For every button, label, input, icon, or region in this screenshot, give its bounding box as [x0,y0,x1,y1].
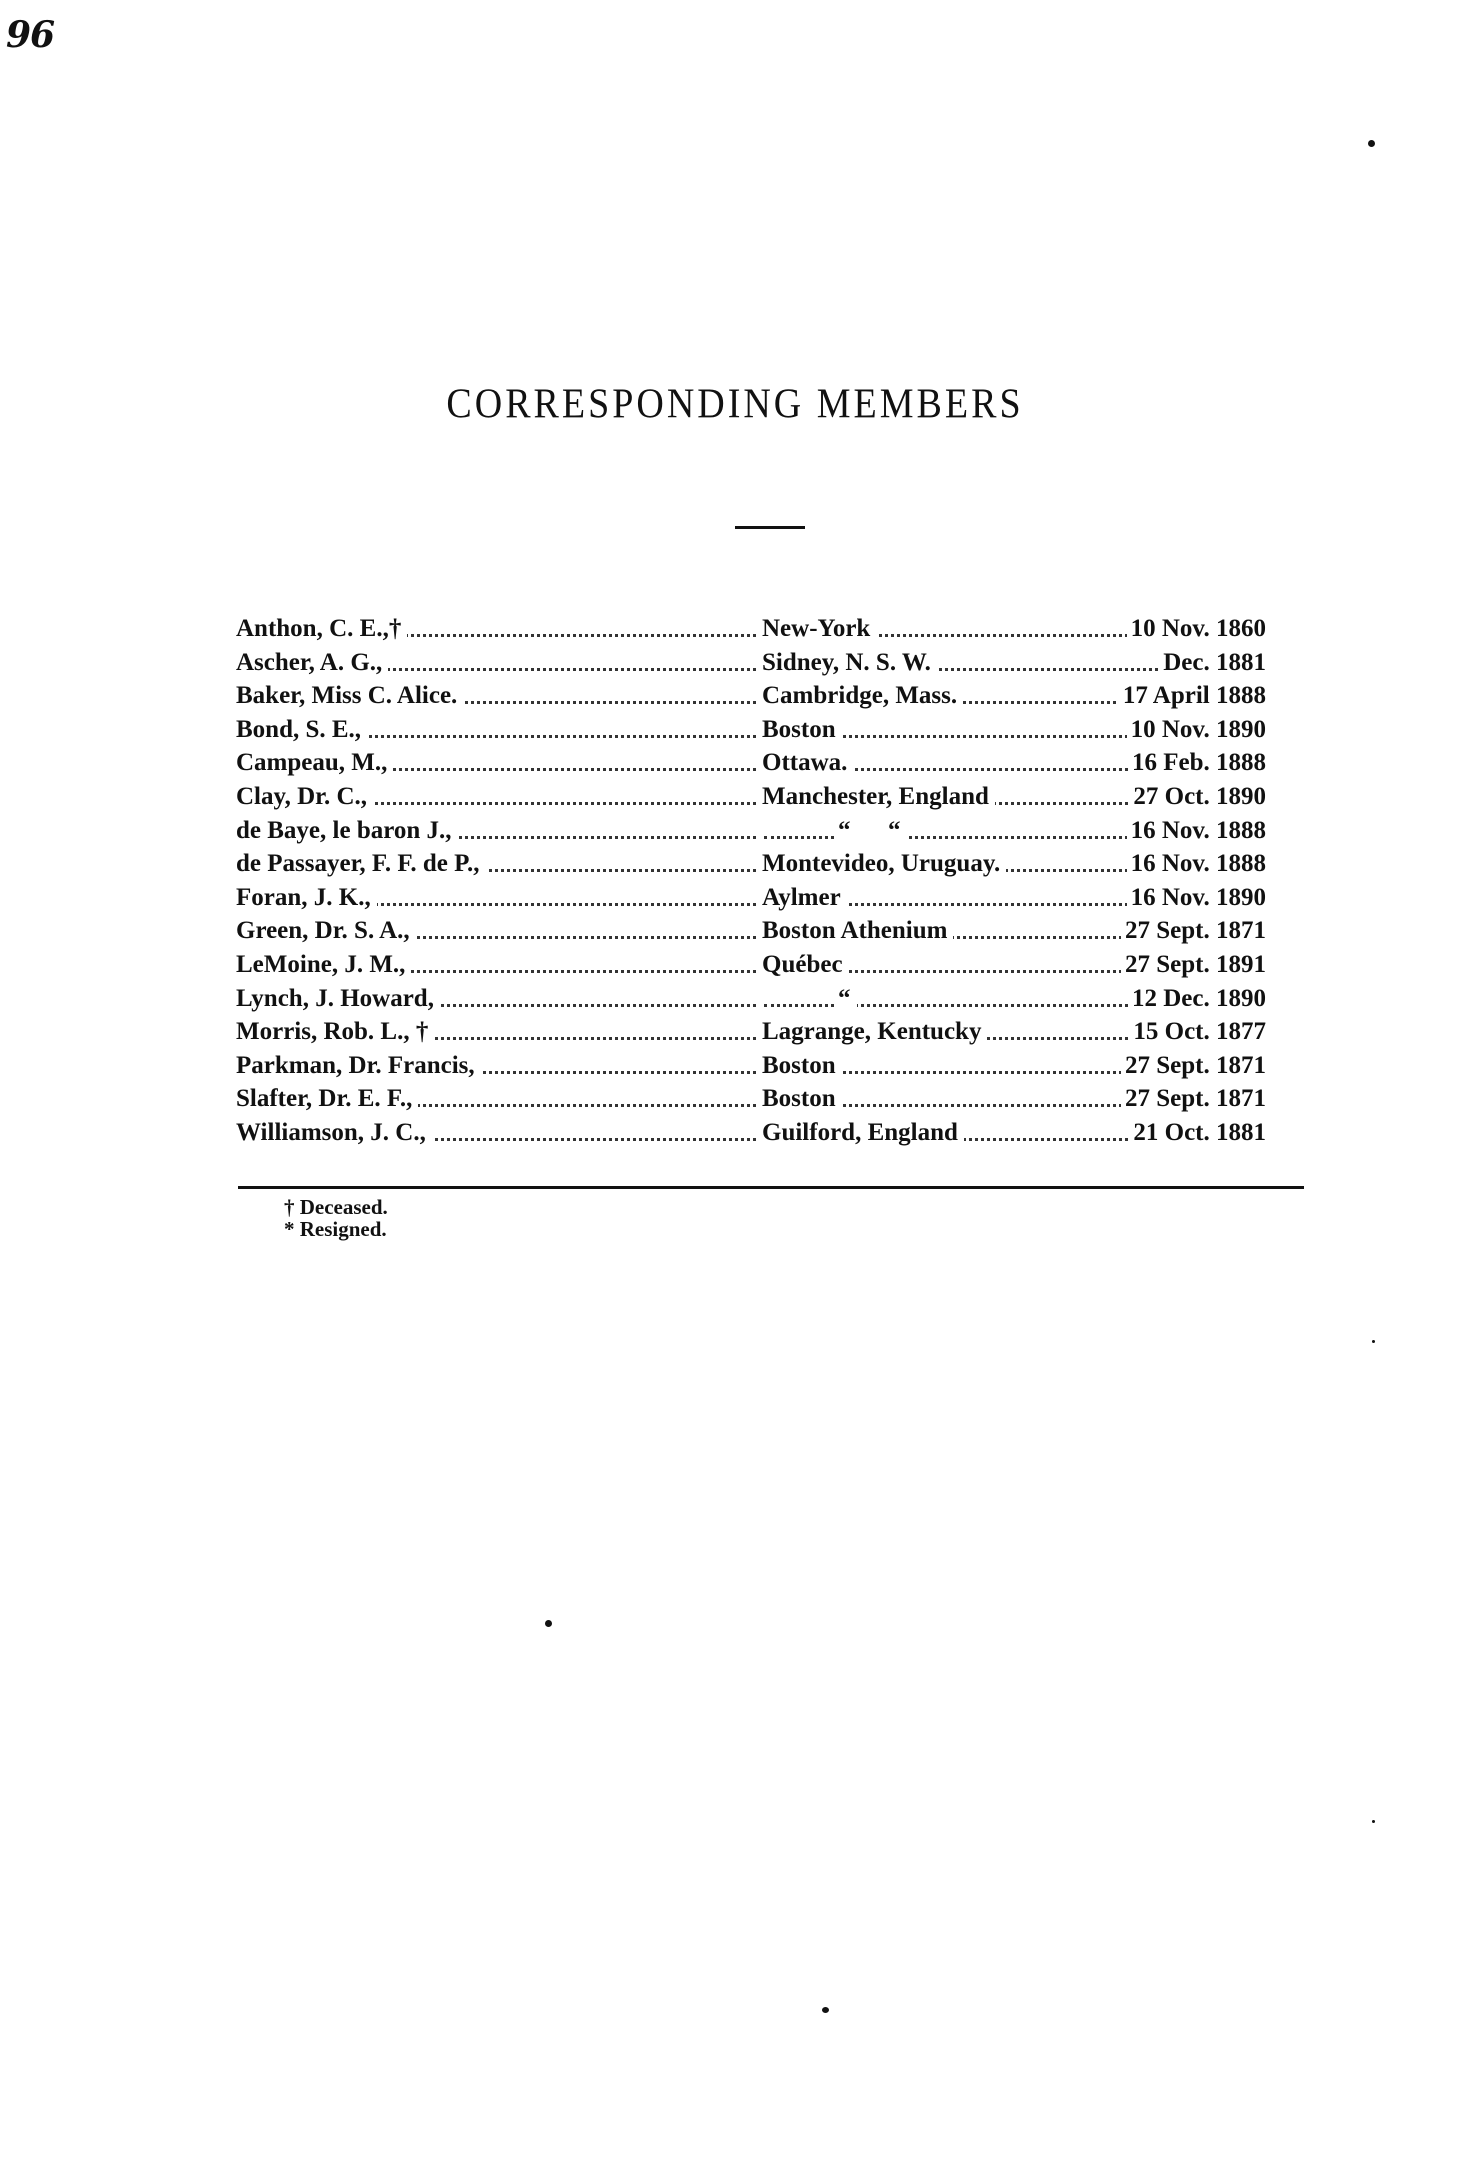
member-date: 10 Nov. 1860 [1127,612,1266,645]
page-number: 96 [6,14,55,56]
members-list [236,612,1266,1150]
member-date: 21 Oct. 1881 [1129,1116,1266,1149]
member-row [236,713,1266,747]
page-title: CORRESPONDING MEMBERS [446,380,1024,428]
member-row [236,948,1266,982]
member-name: Parkman, Dr. Francis, [236,1049,481,1082]
member-place: Boston [760,1082,842,1115]
member-place: Boston Athenium [760,914,953,947]
member-row [236,780,1266,814]
member-date: 27 Oct. 1890 [1129,780,1266,813]
member-name: Ascher, A. G., [236,646,388,679]
member-place: Manchester, England [760,780,995,813]
member-name: Campeau, M., [236,746,393,779]
member-date: 27 Sept. 1871 [1121,914,1266,947]
member-place: Ottawa. [760,746,853,779]
member-row [236,679,1266,713]
member-place: Lagrange, Kentucky [760,1015,987,1048]
member-date: 16 Feb. 1888 [1128,746,1266,779]
title-divider [735,526,805,529]
member-date: 27 Sept. 1891 [1121,948,1266,981]
member-place: “ [836,982,857,1015]
member-name: de Baye, le baron J., [236,814,458,847]
member-date: Dec. 1881 [1159,646,1266,679]
member-date: 17 April 1888 [1119,679,1266,712]
member-name: Green, Dr. S. A., [236,914,416,947]
footnote-resigned: * Resigned. [284,1217,387,1241]
member-row [236,881,1266,915]
member-row [236,982,1266,1016]
member-date: 27 Sept. 1871 [1121,1049,1266,1082]
member-row [236,847,1266,881]
member-row [236,1116,1266,1150]
scan-speck [822,2007,829,2013]
member-date: 15 Oct. 1877 [1129,1015,1266,1048]
member-name: de Passayer, F. F. de P., [236,847,486,880]
member-place: “ “ [836,814,907,847]
member-row [236,814,1266,848]
member-place: Boston [760,1049,842,1082]
member-name: Clay, Dr. C., [236,780,373,813]
member-row [236,914,1266,948]
scan-speck [1372,1340,1375,1343]
footnote-divider [238,1186,1304,1189]
member-place: Guilford, England [760,1116,964,1149]
member-date: 16 Nov. 1888 [1127,814,1266,847]
member-date: 10 Nov. 1890 [1127,713,1266,746]
member-place: Boston [760,713,842,746]
scan-speck [1368,140,1375,147]
member-date: 12 Dec. 1890 [1128,982,1266,1015]
member-row [236,746,1266,780]
member-place: Montevideo, Uruguay. [760,847,1006,880]
member-row [236,646,1266,680]
member-name: Anthon, C. E.,† [236,612,407,645]
member-name: Baker, Miss C. Alice. [236,679,463,712]
member-place: Aylmer [760,881,847,914]
member-name: Lynch, J. Howard, [236,982,440,1015]
member-date: 16 Nov. 1890 [1127,881,1266,914]
scan-speck [1372,1820,1375,1823]
member-date: 27 Sept. 1871 [1121,1082,1266,1115]
member-row [236,1082,1266,1116]
scan-speck [545,1620,552,1627]
member-row [236,1015,1266,1049]
member-name: Williamson, J. C., [236,1116,432,1149]
member-place: New-York [760,612,876,645]
member-name: Bond, S. E., [236,713,367,746]
member-name: Morris, Rob. L., † [236,1015,434,1048]
member-name: LeMoine, J. M., [236,948,411,981]
footnotes [284,1196,388,1240]
member-name: Foran, J. K., [236,881,377,914]
member-name: Slafter, Dr. E. F., [236,1082,418,1115]
member-place: Sidney, N. S. W. [760,646,937,679]
member-row [236,1049,1266,1083]
member-place: Québec [760,948,849,981]
footnote-deceased: † Deceased. [284,1195,388,1219]
member-row [236,612,1266,646]
member-date: 16 Nov. 1888 [1127,847,1266,880]
member-place: Cambridge, Mass. [760,679,963,712]
